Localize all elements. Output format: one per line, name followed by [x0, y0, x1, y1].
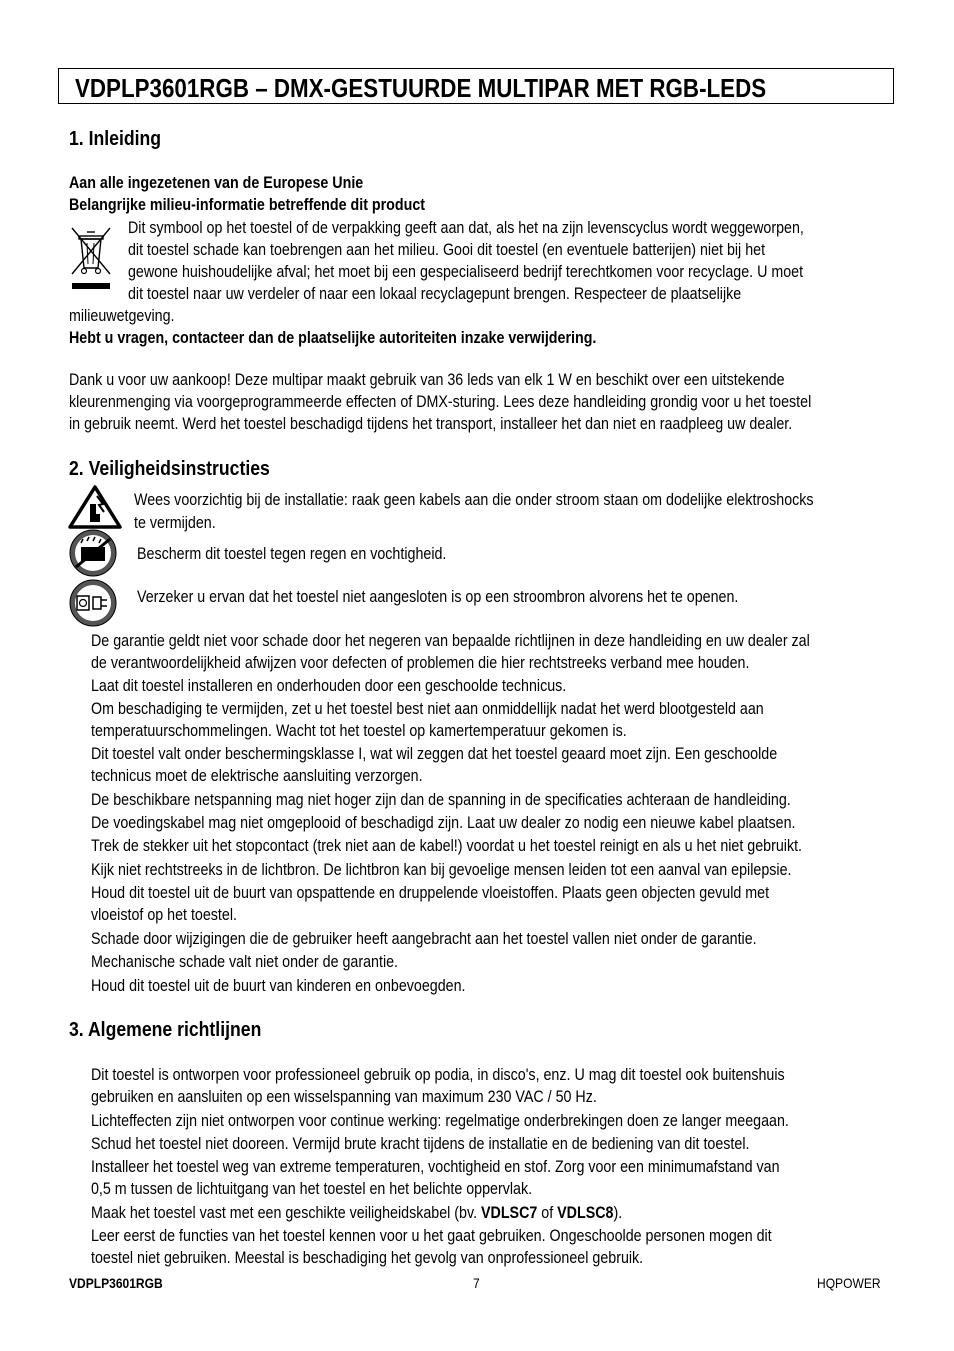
- guideline-line: 0,5 m tussen de lichtuitgang van het toestel en het belichte oppervlak.: [91, 1179, 533, 1198]
- weee-text-line: dit toestel naar uw verdeler of naar een lokaal recyclagepunt brengen. Respecteer de plaatselijke: [128, 284, 742, 303]
- safety-instruction-line: temperatuurschommelingen. Wacht tot het toestel op kamertemperatuur gekomen is.: [91, 721, 627, 740]
- weee-text-line: gewone huishoudelijke afval; het moet bij een gespecialiseerd bedrijf terechtkomen voor recyclage. U moet: [128, 262, 804, 281]
- safety-instruction-line: De beschikbare netspanning mag niet hoger zijn dan de spanning in de specificaties achteraan de handleiding.: [91, 790, 791, 809]
- safety-instruction-line: Houd dit toestel uit de buurt van kinderen en onbevoegden.: [91, 976, 466, 995]
- disposal-questions-text: Hebt u vragen, contacteer dan de plaatselijke autoriteiten inzake verwijdering.: [69, 328, 597, 347]
- title-box: [58, 68, 894, 104]
- guideline-line: Installeer het toestel weg van extreme temperaturen, vochtigheid en stof. Zorg voor een minimumafstand van: [91, 1157, 780, 1176]
- unplug-before-opening-icon: [67, 579, 119, 627]
- weee-text-line: Dit symbool op het toestel of de verpakking geeft aan dat, als het na zijn levenscyclus wordt weggeworpen,: [128, 218, 804, 237]
- safety-instruction-line: Laat dit toestel installeren en onderhouden door een geschoolde technicus.: [91, 676, 567, 695]
- page-title: VDPLP3601RGB – DMX-GESTUURDE MULTIPAR MET RGB-LEDS: [75, 73, 767, 103]
- safety-instruction-line: Om beschadiging te vermijden, zet u het toestel best niet aan onmiddellijk nadat het werd blootgesteld aan: [91, 699, 764, 718]
- safety-instruction-line: Dit toestel valt onder beschermingsklasse I, wat wil zeggen dat het toestel geaard moet zijn. Een geschoolde: [91, 744, 778, 763]
- safety-instruction-line: vloeistof op het toestel.: [91, 905, 237, 924]
- intro-paragraph-line: kleurenmenging via voorgeprogrammeerde effecten of DMX-sturing. Lees deze handleiding grondig voor u het toestel: [69, 392, 812, 411]
- safety-instruction-line: De voedingskabel mag niet omgeplooid of beschadigd zijn. Laat uw dealer zo nodig een nieuwe kabel plaatsen.: [91, 813, 796, 832]
- footer-brand: HQPOWER: [817, 1275, 881, 1291]
- section-1-heading: 1. Inleiding: [69, 127, 162, 150]
- safety-instruction-line: Schade door wijzigingen die de gebruiker heeft aangebracht aan het toestel vallen niet onder de garantie.: [91, 929, 757, 948]
- safety-instruction-line: technicus moet de elektrische aansluiting verzorgen.: [91, 766, 423, 785]
- section-2-heading: 2. Veiligheidsinstructies: [69, 457, 270, 480]
- safety-cable-line: [91, 1203, 622, 1223]
- warning-shock-text: te vermijden.: [134, 513, 216, 532]
- footer-model: VDPLP3601RGB: [69, 1275, 163, 1291]
- guideline-line: toestel niet gebruiken. Meestal is beschadiging het gevolg van onprofessioneel gebruik.: [91, 1248, 644, 1267]
- warning-shock-text: Wees voorzichtig bij de installatie: raak geen kabels aan die onder stroom staan om dodelijke elektroshocks: [134, 490, 814, 509]
- rain-protection-icon: [67, 529, 119, 577]
- safety-instruction-line: Kijk niet rechtstreeks in de lichtbron. De lichtbron kan bij gevoelige mensen leiden tot een aanval van epilepsie.: [91, 860, 792, 879]
- safety-cable-text: ).: [613, 1203, 623, 1222]
- guideline-line: Leer eerst de functies van het toestel kennen voor u het gaat gebruiken. Ongeschoolde personen mogen dit: [91, 1226, 772, 1245]
- guideline-line: Dit toestel is ontworpen voor professioneel gebruik op podia, in disco's, enz. U mag dit toestel ook buitenshuis: [91, 1065, 785, 1084]
- guideline-line: Schud het toestel niet dooreen. Vermijd brute kracht tijdens de installatie en de bediening van dit toestel.: [91, 1134, 750, 1153]
- footer-page-number: 7: [473, 1275, 480, 1291]
- eu-residents-heading: Aan alle ingezetenen van de Europese Unie: [69, 173, 364, 192]
- product-code-vdlsc7: VDLSC7: [481, 1203, 538, 1222]
- electric-shock-warning-icon: [67, 484, 123, 530]
- warning-rain-text: Bescherm dit toestel tegen regen en vochtigheid.: [137, 544, 447, 563]
- weee-bin-icon: [68, 222, 114, 294]
- intro-paragraph-line: Dank u voor uw aankoop! Deze multipar maakt gebruik van 36 leds van elk 1 W en beschikt over een uitstekende: [69, 370, 785, 389]
- section-3-heading: 3. Algemene richtlijnen: [69, 1018, 262, 1041]
- product-code-vdlsc8: VDLSC8: [557, 1203, 614, 1222]
- safety-cable-text: of: [537, 1203, 558, 1222]
- safety-instruction-line: Houd dit toestel uit de buurt van opspattende en druppelende vloeistoffen. Plaats geen objecten gevuld met: [91, 883, 770, 902]
- safety-instruction-line: Trek de stekker uit het stopcontact (trek niet aan de kabel!) voordat u het toestel reinigt en als u het niet gebruikt.: [91, 836, 803, 855]
- guideline-line: Lichteffecten zijn niet ontworpen voor continue werking: regelmatige onderbrekingen doen ze langer meegaan.: [91, 1111, 789, 1130]
- safety-instruction-line: De garantie geldt niet voor schade door het negeren van bepaalde richtlijnen in deze handleiding en uw dealer zal: [91, 631, 810, 650]
- intro-paragraph-line: in gebruik neemt. Werd het toestel beschadigd tijdens het transport, installeer het dan niet en raadpleeg uw dealer.: [69, 414, 793, 433]
- warning-unplug-text: Verzeker u ervan dat het toestel niet aangesloten is op een stroombron alvorens het te openen.: [137, 587, 739, 606]
- safety-instruction-line: de verantwoordelijkheid afwijzen voor defecten of problemen die hier rechtstreeks verband mee houden.: [91, 653, 750, 672]
- guideline-line: gebruiken en aansluiten op een wisselspanning van maximum 230 VAC / 50 Hz.: [91, 1087, 597, 1106]
- safety-cable-text: Maak het toestel vast met een geschikte veiligheidskabel (bv.: [91, 1203, 482, 1222]
- environment-info-heading: Belangrijke milieu-informatie betreffende dit product: [69, 195, 426, 214]
- weee-text-line: milieuwetgeving.: [69, 306, 175, 325]
- weee-text-line: dit toestel schade kan toebrengen aan het milieu. Gooi dit toestel (en eventuele batterijen) niet bij het: [128, 240, 766, 259]
- safety-instruction-line: Mechanische schade valt niet onder de garantie.: [91, 952, 399, 971]
